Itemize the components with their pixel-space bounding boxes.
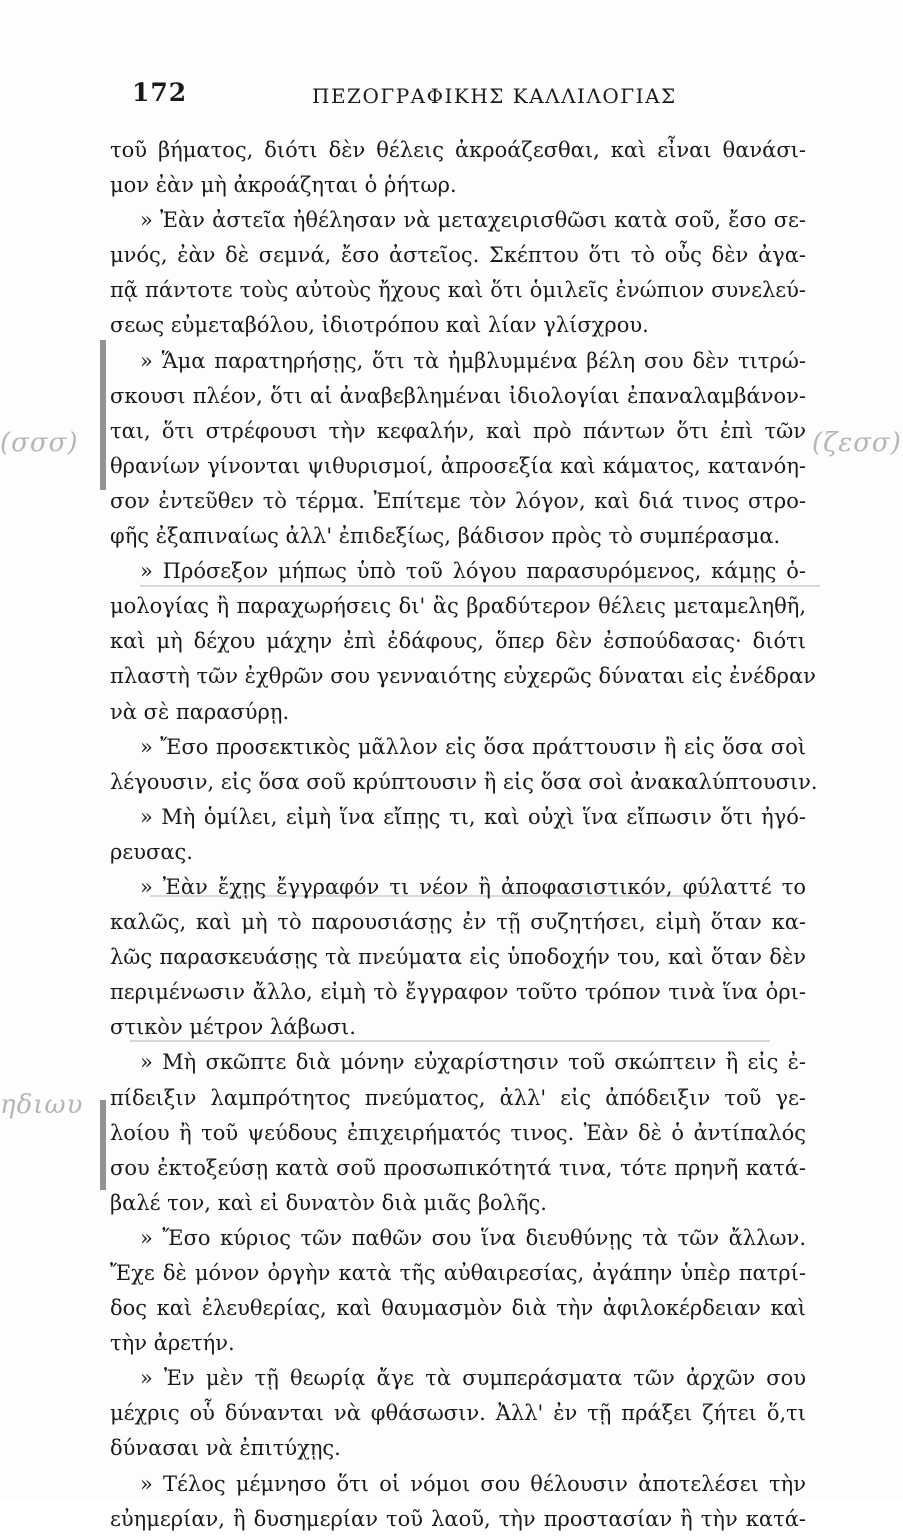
text-line: πᾷ πάντοτε τοὺς αὐτοὺς ἤχους καὶ ὅτι ὁμιλεῖς ἐνώπιον συνελεύ- xyxy=(110,278,806,303)
text-line: » Ἐν μὲν τῇ θεωρίᾳ ἄγε τὰ συμπεράσματα τῶν ἀρχῶν σου xyxy=(140,1366,806,1391)
text-line: λοίου ἢ τοῦ ψεύδους ἐπιχειρήματός τινος. Ἐὰν δὲ ὁ ἀντίπαλός xyxy=(110,1120,806,1145)
text-line: » Ἔσο προσεκτικὸς μᾶλλον εἰς ὅσα πράττουσιν ἢ εἰς ὅσα σοὶ xyxy=(140,734,806,759)
text-line: θρανίων γίνονται ψιθυρισμοί, ἀπροσεξία καὶ κάματος, κατανόη- xyxy=(110,453,806,478)
text-line: βαλέ τον, καὶ εἰ δυνατὸν διὰ μιᾶς βολῆς. xyxy=(110,1190,547,1215)
margin-bracket-mark xyxy=(100,1100,106,1190)
text-line: στικὸν μέτρον λάβωσι. xyxy=(110,1015,356,1040)
text-line: » Πρόσεξον μήπως ὑπὸ τοῦ λόγου παρασυρόμενος, κάμῃς ὁ- xyxy=(140,559,806,584)
text-line: λῶς παρασκευάσῃς τὰ πνεύματα εἰς ὑποδοχήν του, καὶ ὅταν δὲν xyxy=(110,945,806,970)
text-line: καλῶς, καὶ μὴ τὸ παρουσιάσῃς ἐν τῇ συζητήσει, εἰμὴ ὅταν κα- xyxy=(110,910,806,935)
text-line: φῆς ἐξαπιναίως ἀλλ' ἐπιδεξίως, βάδισον πρὸς τὸ συμπέρασμα. xyxy=(110,524,781,549)
text-line: » Ἐὰν ἔχῃς ἔγγραφόν τι νέον ἢ ἀποφασιστικόν, φύλαττέ το xyxy=(140,874,806,899)
text-line: ρευσας. xyxy=(110,839,193,864)
text-line: » Τέλος μέμνησο ὅτι οἱ νόμοι σου θέλουσιν ἀποτελέσει τὴν xyxy=(140,1471,806,1496)
text-line: » Μὴ σκῶπτε διὰ μόνην εὐχαρίστησιν τοῦ σκώπτειν ἢ εἰς ἐ- xyxy=(140,1050,806,1075)
text-line: δος καὶ ἐλευθερίας, καὶ θαυμασμὸν διὰ τὴν ἀφιλοκέρδειαν καὶ xyxy=(110,1296,806,1321)
margin-note-right: (ζεσσ) xyxy=(812,428,902,458)
text-line: εὐημερίαν, ἢ δυσημερίαν τοῦ λαοῦ, τὴν προστασίαν ἢ τὴν κατά- xyxy=(110,1506,806,1531)
text-line: σκουσι πλέον, ὅτι αἱ ἀναβεβλημέναι ἰδιολογίαι ἐπαναλαμβάνον- xyxy=(110,383,806,408)
text-line: μνός, ἐὰν δὲ σεμνά, ἔσο ἀστεῖος. Σκέπτου ὅτι τὸ οὖς δὲν ἀγα- xyxy=(110,243,806,268)
text-line: τοῦ βήματος, διότι δὲν θέλεις ἀκροάζεσθαι, καὶ εἶναι θανάσι- xyxy=(110,138,806,162)
text-line: καὶ μὴ δέχου μάχην ἐπὶ ἐδάφους, ὅπερ δὲν ἐσπούδασας· διότι xyxy=(110,629,806,654)
text-line: » Ἅμα παρατηρήσῃς, ὅτι τὰ ἠμβλυμμένα βέλη σου δὲν τιτρώ- xyxy=(140,348,806,373)
margin-bracket-mark xyxy=(100,340,106,490)
text-line: σεως εὐμεταβόλου, ἰδιοτρόπου καὶ λίαν γλίσχρου. xyxy=(110,313,649,338)
margin-note-left: (σσσ) xyxy=(0,428,79,458)
text-line: ται, ὅτι στρέφουσι τὴν κεφαλήν, καὶ πρὸ πάντων ὅτι ἐπὶ τῶν xyxy=(110,418,806,443)
page-number: 172 xyxy=(132,78,188,107)
margin-note-left-lower: ηδιωυ xyxy=(0,1090,84,1120)
text-line: μον ἐὰν μὴ ἀκροάζηται ὁ ῥήτωρ. xyxy=(110,173,457,198)
text-line: » Ἔσο κύριος τῶν παθῶν σου ἵνα διευθύνῃς τὰ τῶν ἄλλων. xyxy=(140,1225,806,1250)
text-line: σου ἐκτοξεύσῃ κατὰ σοῦ προσωπικότητά τινα, τότε πρηνῆ κατά- xyxy=(110,1155,806,1180)
text-line: νὰ σὲ παρασύρῃ. xyxy=(110,699,290,724)
running-head xyxy=(132,76,800,116)
text-line: μέχρις οὗ δύνανται νὰ φθάσωσιν. Ἀλλ' ἐν τῇ πράξει ζήτει ὅ,τι xyxy=(110,1401,806,1426)
text-line: » Μὴ ὁμίλει, εἰμὴ ἵνα εἴπῃς τι, καὶ οὐχὶ ἵνα εἴπωσιν ὅτι ἠγό- xyxy=(140,804,806,829)
text-line: πλαστὴ τῶν ἐχθρῶν σου γενναιότης εὐχερῶς δύναται εἰς ἐνέδραν xyxy=(110,664,816,689)
text-line: περιμένωσιν ἄλλο, εἰμὴ τὸ ἔγγραφον τοῦτο τρόπον τινὰ ἵνα ὁρι- xyxy=(110,980,806,1005)
running-title: ΠΕΖΟΓΡΑΦΙΚΗΣ ΚΑΛΛΙΛΟΓΙΑΣ xyxy=(312,84,677,108)
text-line: Ἔχε δὲ μόνον ὀργὴν κατὰ τῆς αὐθαιρεσίας, ἀγάπην ὑπὲρ πατρί- xyxy=(110,1261,806,1285)
text-line: δύνασαι νὰ ἐπιτύχῃς. xyxy=(110,1436,341,1461)
text-line: » Ἐὰν ἀστεῖα ἠθέλησαν νὰ μεταχειρισθῶσι κατὰ σοῦ, ἔσο σε- xyxy=(140,208,806,233)
text-line: πίδειξιν λαμπρότητος πνεύματος, ἀλλ' εἰς ἀπόδειξιν τοῦ γε- xyxy=(110,1085,806,1110)
text-line: λέγουσιν, εἰς ὅσα σοῦ κρύπτουσιν ἢ εἰς ὅσα σοὶ ἀνακαλύπτουσιν. xyxy=(110,769,818,794)
body-text xyxy=(110,133,818,1537)
text-line: σον ἐντεῦθεν τὸ τέρμα. Ἐπίτεμε τὸν λόγον, καὶ διά τινος στρο- xyxy=(110,488,806,513)
text-line: μολογίας ἢ παραχωρήσεις δι' ἃς βραδύτερον θέλεις μεταμεληθῆ, xyxy=(110,594,806,619)
text-line: τὴν ἀρετήν. xyxy=(110,1331,235,1356)
